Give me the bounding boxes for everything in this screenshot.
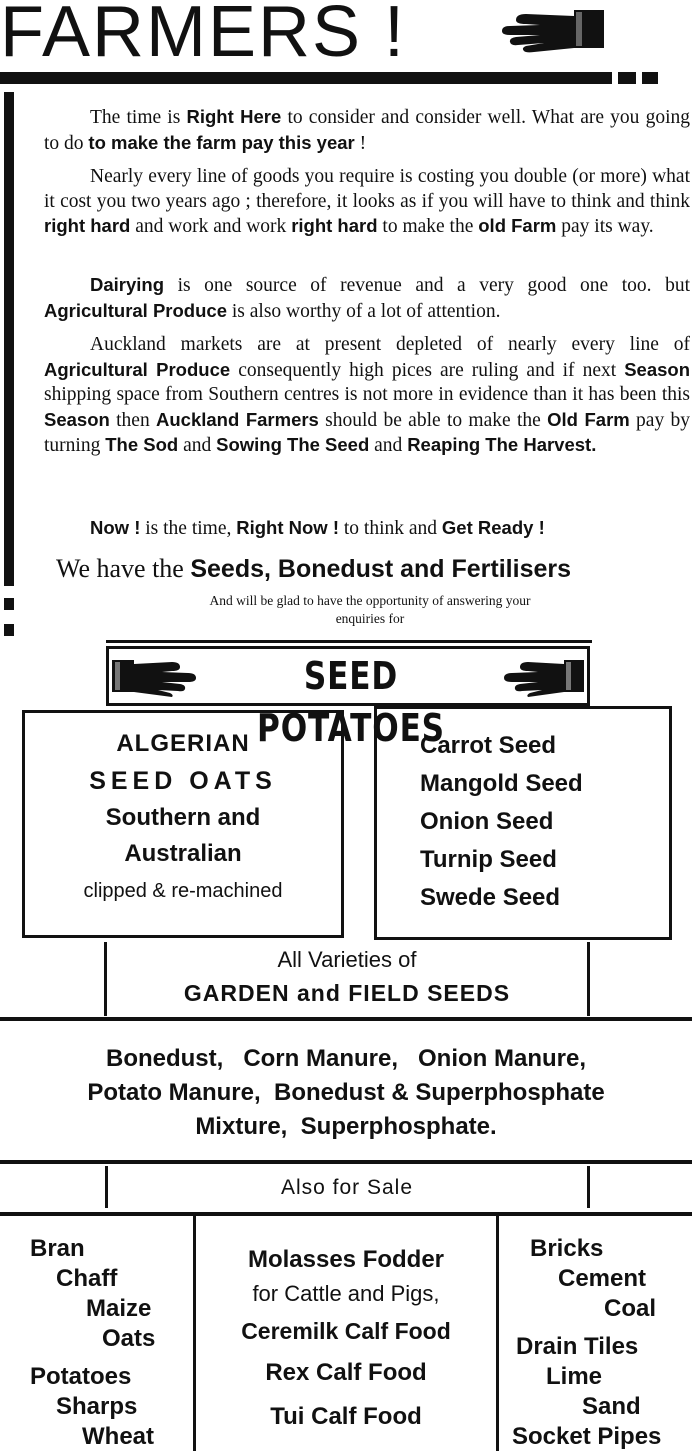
body-text: The time is xyxy=(90,107,187,128)
page-title: FARMERS ! xyxy=(0,0,407,72)
emphasis-text: Reaping The Harvest. xyxy=(407,434,597,455)
sale-item-rex: Rex Calf Food xyxy=(265,1359,427,1386)
sale-item-for-cattle: for Cattle and Pigs, xyxy=(252,1281,440,1306)
sale-middle-column xyxy=(197,1242,495,1440)
manure-bottom-rule xyxy=(0,1160,692,1164)
intro-paragraph-1 xyxy=(44,105,690,156)
body-text: should be able to make the xyxy=(318,409,548,431)
pointing-hand-icon xyxy=(502,652,586,698)
oats-line-algerian: ALGERIAN xyxy=(116,730,250,757)
emphasis-text: The Sod xyxy=(105,434,179,455)
emphasis-text: Auckland Farmers xyxy=(156,408,319,430)
garden-varieties-line: All Varieties of xyxy=(277,947,417,972)
intro-paragraph-5 xyxy=(44,516,690,542)
body-text: to think and xyxy=(339,518,442,539)
sale-item-lime: Lime xyxy=(546,1363,603,1390)
sale-item-drain-tiles: Drain Tiles xyxy=(516,1333,639,1360)
sale-item-coal: Coal xyxy=(604,1295,657,1322)
sale-item-tui: Tui Calf Food xyxy=(270,1403,422,1430)
oats-box-content xyxy=(24,726,342,910)
garden-field-seeds-line: GARDEN and FIELD SEEDS xyxy=(183,980,511,1006)
sale-item-oats: Oats xyxy=(102,1325,156,1352)
emphasis-text: Agricultural Produce xyxy=(44,358,231,380)
body-text: to consider and consider well. What are you going to do xyxy=(44,107,690,154)
intro-paragraph-2 xyxy=(44,165,690,240)
body-text: shipping space from Southern centres is not more in evidence than it has been this xyxy=(44,384,690,405)
intro-paragraph-4 xyxy=(44,333,690,459)
manure-line-2: Potato Manure, Bonedust & Superphosphate xyxy=(87,1079,605,1106)
enquiries-note-line2: enquiries for xyxy=(335,611,405,626)
sale-item-bricks: Bricks xyxy=(530,1235,604,1262)
emphasis-text: Agricultural Produce xyxy=(44,299,227,321)
sale-right-column xyxy=(500,1234,692,1452)
emphasis-text: Get Ready ! xyxy=(441,517,545,538)
emphasis-text: Dairying xyxy=(90,274,165,295)
enquiries-note-line1: And will be glad to have the opportunity of answering your xyxy=(209,593,531,608)
sale-item-socket-pipes: Socket Pipes xyxy=(512,1423,662,1450)
sale-item-sand: Sand xyxy=(582,1393,641,1420)
emphasis-text: right hard xyxy=(44,215,131,236)
seed-item-turnip: Turnip Seed xyxy=(420,846,557,873)
emphasis-text: Sowing The Seed xyxy=(216,434,370,455)
sale-item-ceremilk: Ceremilk Calf Food xyxy=(241,1318,451,1344)
body-text: and work and work xyxy=(130,216,292,237)
seed-item-carrot: Carrot Seed xyxy=(420,732,557,759)
body-text: pay its way. xyxy=(556,216,654,237)
body-text: is also worthy of a lot of attention. xyxy=(226,300,501,322)
body-text: and xyxy=(369,435,408,456)
left-margin-bar xyxy=(4,92,14,586)
emphasis-text: Old Farm xyxy=(547,408,630,430)
emphasis-text: Season xyxy=(44,408,110,430)
sale-item-chaff: Chaff xyxy=(56,1265,118,1292)
we-have-items: Seeds, Bonedust and Fertilisers xyxy=(190,555,572,583)
sale-item-bran: Bran xyxy=(30,1235,85,1262)
emphasis-text: to make the farm pay this year xyxy=(88,131,355,153)
left-margin-mark xyxy=(4,624,14,636)
sale-item-molasses: Molasses Fodder xyxy=(247,1246,445,1273)
sale-divider-left xyxy=(193,1216,196,1451)
header-rule-dash xyxy=(642,72,658,84)
body-text: to make the xyxy=(377,216,479,237)
emphasis-text: Right Now ! xyxy=(236,517,339,538)
left-margin-mark xyxy=(4,598,14,610)
manure-top-rule xyxy=(0,1017,692,1021)
emphasis-text: Right Here xyxy=(186,106,282,127)
pointing-hand-icon xyxy=(110,652,202,698)
body-text: pay by turning xyxy=(44,409,690,456)
manure-line-1: Bonedust, Corn Manure, Onion Manure, xyxy=(105,1045,586,1072)
sale-item-potatoes: Potatoes xyxy=(30,1363,132,1390)
body-text: is one source of revenue and a very good one too. but xyxy=(164,275,690,296)
oats-line-seed-oats: SEED OATS xyxy=(89,767,277,795)
body-text: ! xyxy=(354,132,367,154)
sale-item-sharps: Sharps xyxy=(56,1393,138,1420)
oats-line-australian: Australian xyxy=(124,840,242,867)
we-have-lead: We have the xyxy=(56,554,191,583)
emphasis-text: old Farm xyxy=(478,215,557,236)
garden-box-right-edge xyxy=(587,942,590,1016)
body-text: and xyxy=(178,435,217,456)
seed-item-swede: Swede Seed xyxy=(420,884,561,911)
we-have-line xyxy=(56,554,692,584)
intro-paragraph-3 xyxy=(44,273,690,324)
emphasis-text: right hard xyxy=(291,215,378,236)
emphasis-text: Season xyxy=(624,358,690,380)
seed-potatoes-label: SEED POTATOES xyxy=(257,654,445,750)
manure-line-3: Mixture, Superphosphate. xyxy=(195,1113,497,1140)
body-text: consequently high pices are ruling and if next xyxy=(230,359,625,381)
body-text: Nearly every line of goods you require is costing you double (or more) what it cost you two years ago ; therefore, it looks as if you will have to think and think xyxy=(44,166,690,212)
seed-item-onion: Onion Seed xyxy=(420,808,554,835)
seed-item-mangold: Mangold Seed xyxy=(420,770,583,797)
sale-left-column xyxy=(0,1234,192,1452)
sale-item-maize: Maize xyxy=(86,1295,152,1322)
pointing-hand-icon xyxy=(486,4,606,54)
oats-line-southern: Southern and xyxy=(105,804,261,831)
sale-top-rule xyxy=(0,1212,692,1216)
header-rule-dash xyxy=(618,72,636,84)
body-text: Auckland markets are at present depleted of nearly every line of xyxy=(90,334,690,355)
sale-label-right-edge xyxy=(587,1166,590,1208)
body-text: then xyxy=(109,409,156,431)
sale-item-wheat: Wheat xyxy=(82,1423,154,1450)
seed-potatoes-top-rule xyxy=(106,640,592,643)
body-text: is the time, xyxy=(140,518,237,539)
seeds-list xyxy=(420,727,583,917)
sale-divider-right xyxy=(496,1216,499,1451)
oats-line-clipped: clipped & re-machined xyxy=(83,880,283,902)
sale-item-cement: Cement xyxy=(558,1265,647,1292)
also-for-sale-label: Also for Sale xyxy=(280,1176,414,1199)
garden-box-left-edge xyxy=(104,942,107,1016)
emphasis-text: Now ! xyxy=(90,517,141,538)
header-rule xyxy=(0,72,612,84)
